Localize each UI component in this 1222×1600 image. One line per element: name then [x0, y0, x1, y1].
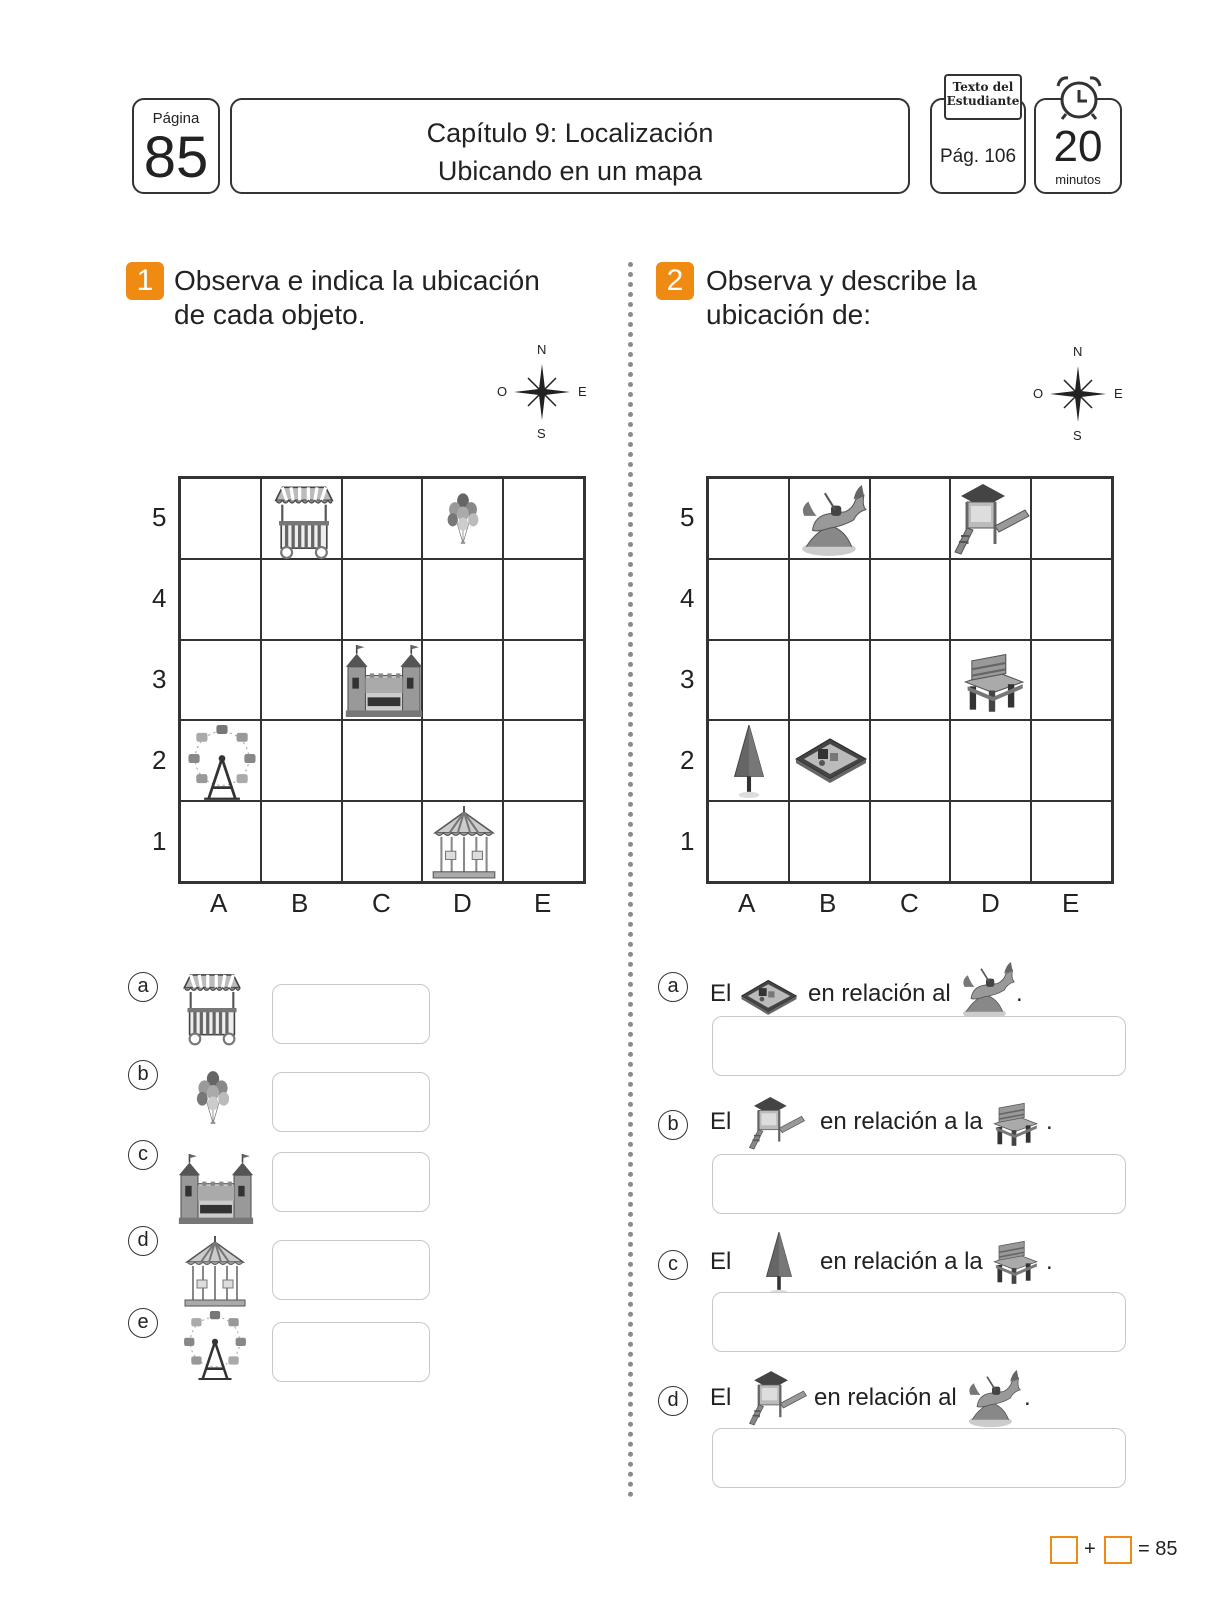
- answer-box-c[interactable]: [712, 1292, 1126, 1352]
- grid-cell: [708, 478, 789, 559]
- grid-cell: [422, 478, 503, 559]
- grid-cell: [503, 640, 584, 721]
- sandbox-icon: [792, 731, 870, 787]
- slide-icon: [748, 1368, 808, 1428]
- market-stall-icon: [270, 483, 338, 559]
- ferris-wheel-icon: [182, 1310, 248, 1382]
- sentence-relation: en relación a la: [820, 1108, 983, 1135]
- exercise-2-number: 2: [656, 262, 694, 300]
- grid-cell: [422, 640, 503, 721]
- column-label: B: [819, 888, 837, 918]
- grid-cell: [789, 478, 870, 559]
- compass-south: S: [1073, 428, 1082, 443]
- grid-cell: [342, 640, 423, 721]
- sentence-dot: .: [1024, 1384, 1031, 1411]
- chapter-title-box: [230, 98, 910, 194]
- row-label: 5: [152, 502, 167, 532]
- answer-box-d[interactable]: [712, 1428, 1126, 1488]
- grid-cell: [180, 801, 261, 882]
- bouncy-castle-icon: [178, 1154, 254, 1224]
- answer-box-e[interactable]: [272, 1322, 430, 1382]
- compass-north: N: [537, 342, 547, 357]
- grid-cell: [422, 720, 503, 801]
- bench-icon: [988, 1234, 1040, 1288]
- sentence-dot: .: [1016, 980, 1023, 1007]
- exercise-2-instruction: [706, 264, 977, 332]
- grid-cell: [342, 559, 423, 640]
- option-letter-c: c: [658, 1250, 688, 1280]
- grid-cell: [950, 640, 1031, 721]
- compass-west: O: [1033, 386, 1044, 401]
- grid-cell: [261, 478, 342, 559]
- grid-cell: [180, 559, 261, 640]
- alarm-clock-icon: [1054, 74, 1104, 120]
- exercise-2-line2: ubicación de:: [706, 299, 872, 330]
- footer-equals: = 85: [1138, 1538, 1178, 1560]
- exercise-1-number: 1: [126, 262, 164, 300]
- grid-cell: [261, 720, 342, 801]
- grid-cell: [1031, 559, 1112, 640]
- tree-icon: [764, 1232, 794, 1296]
- grid-cell: [180, 640, 261, 721]
- row-label: 5: [680, 502, 695, 532]
- market-stall-icon: [180, 970, 244, 1046]
- minutes-value: 20: [1053, 122, 1103, 171]
- bench-icon: [988, 1096, 1040, 1150]
- grid-cell: [261, 640, 342, 721]
- grid-cell: [708, 559, 789, 640]
- grid-cell: [503, 801, 584, 882]
- rocking-horse-icon: [956, 962, 1016, 1020]
- answer-box-d[interactable]: [272, 1240, 430, 1300]
- option-letter-d: d: [128, 1226, 158, 1256]
- grid-cell: [342, 478, 423, 559]
- grid-cell: [950, 559, 1031, 640]
- column-label: C: [372, 888, 391, 918]
- textbook-line1: Texto del: [952, 80, 1014, 94]
- grid-cell: [503, 478, 584, 559]
- exercise-1-line1: Observa e indica la ubicación: [174, 265, 540, 296]
- slide-icon: [953, 481, 1031, 557]
- option-letter-b: b: [128, 1060, 158, 1090]
- sentence-el: El: [710, 1384, 732, 1411]
- grid-cell: [261, 801, 342, 882]
- grid-cell: [789, 640, 870, 721]
- row-label: 1: [152, 826, 167, 856]
- grid-cell: [870, 801, 951, 882]
- grid-cell: [708, 640, 789, 721]
- grid-cell: [503, 559, 584, 640]
- rocking-horse-icon: [792, 485, 870, 557]
- column-label: A: [210, 888, 228, 918]
- grid-cell: [870, 720, 951, 801]
- compass-north: N: [1073, 344, 1083, 359]
- tree-icon: [731, 725, 767, 799]
- grid-cell: [950, 478, 1031, 559]
- option-letter-b: b: [658, 1110, 688, 1140]
- compass-east: E: [1114, 386, 1123, 401]
- grid-cell: [1031, 478, 1112, 559]
- page-number: 85: [143, 125, 209, 190]
- minutes-label: minutos: [1055, 172, 1101, 187]
- row-label: 4: [680, 583, 695, 613]
- answer-box-a[interactable]: [272, 984, 430, 1044]
- grid-cell: [950, 720, 1031, 801]
- grid-cell: [789, 801, 870, 882]
- option-letter-a: a: [128, 972, 158, 1002]
- grid-cell: [503, 720, 584, 801]
- rocking-horse-icon: [962, 1370, 1022, 1428]
- answer-box-b[interactable]: [712, 1154, 1126, 1214]
- compass-east: E: [578, 384, 587, 399]
- row-label: 3: [152, 664, 167, 694]
- sentence-dot: .: [1046, 1108, 1053, 1135]
- compass-rose-icon: [1048, 364, 1108, 424]
- compass-south: S: [537, 426, 546, 441]
- ferris-wheel-icon: [185, 725, 259, 801]
- textbook-page: Pág. 106: [939, 146, 1017, 167]
- grid-cell: [870, 559, 951, 640]
- exercise-1-line2: de cada objeto.: [174, 299, 366, 330]
- answer-box-c[interactable]: [272, 1152, 430, 1212]
- bench-icon: [957, 645, 1027, 717]
- grid-cell: [1031, 720, 1112, 801]
- grid-cell: [1031, 640, 1112, 721]
- footer-plus: +: [1084, 1538, 1096, 1560]
- sentence-dot: .: [1046, 1248, 1053, 1275]
- column-divider: [628, 262, 633, 1498]
- compass-rose-icon: [512, 362, 572, 422]
- option-letter-a: a: [658, 972, 688, 1002]
- grid-cell: [180, 720, 261, 801]
- option-letter-d: d: [658, 1386, 688, 1416]
- answer-box-b[interactable]: [272, 1072, 430, 1132]
- row-label: 2: [152, 745, 167, 775]
- option-letter-e: e: [128, 1308, 158, 1338]
- option-letter-c: c: [128, 1140, 158, 1170]
- grid-cell: [342, 720, 423, 801]
- column-label: C: [900, 888, 919, 918]
- chapter-title: Capítulo 9: Localización: [426, 118, 714, 148]
- compass-west: O: [497, 384, 508, 399]
- sentence-el: El: [710, 1248, 732, 1275]
- row-label: 4: [152, 583, 167, 613]
- sandbox-icon: [738, 974, 800, 1018]
- grid-cell: [422, 801, 503, 882]
- sentence-relation: en relación a la: [820, 1248, 983, 1275]
- row-label: 3: [680, 664, 695, 694]
- grid-cell: [789, 559, 870, 640]
- sentence-relation: en relación al: [814, 1384, 957, 1411]
- grid-cell: [180, 478, 261, 559]
- sentence-el: El: [710, 1108, 732, 1135]
- map-grid-2: [706, 476, 1114, 884]
- carousel-icon: [182, 1234, 248, 1308]
- grid-cell: [708, 801, 789, 882]
- balloons-icon: [441, 481, 485, 557]
- footer-box-1[interactable]: [1050, 1536, 1078, 1564]
- exercise-2-line1: Observa y describe la: [706, 265, 977, 296]
- grid-cell: [950, 801, 1031, 882]
- row-label: 2: [680, 745, 695, 775]
- column-label: D: [981, 888, 1000, 918]
- grid-cell: [422, 559, 503, 640]
- grid-cell: [870, 478, 951, 559]
- grid-cell: [261, 559, 342, 640]
- page-title: [232, 114, 908, 190]
- map-grid-1: [178, 476, 586, 884]
- page-label: Página: [152, 110, 200, 127]
- sentence-relation: en relación al: [808, 980, 951, 1007]
- grid-cell: [708, 720, 789, 801]
- answer-box-a[interactable]: [712, 1016, 1126, 1076]
- exercise-1-instruction: [174, 264, 540, 332]
- slide-icon: [748, 1094, 806, 1152]
- grid-cell: [1031, 801, 1112, 882]
- bouncy-castle-icon: [345, 645, 423, 717]
- chapter-subtitle: Ubicando en un mapa: [437, 156, 703, 186]
- balloons-icon: [190, 1060, 236, 1136]
- sentence-el: El: [710, 980, 732, 1007]
- grid-cell: [789, 720, 870, 801]
- carousel-icon: [429, 804, 499, 880]
- column-label: D: [453, 888, 472, 918]
- footer-box-2[interactable]: [1104, 1536, 1132, 1564]
- page-number-box: [132, 98, 220, 194]
- grid-cell: [342, 801, 423, 882]
- textbook-line2: Estudiante: [946, 94, 1020, 108]
- column-label: E: [534, 888, 552, 918]
- grid-cell: [870, 640, 951, 721]
- column-label: E: [1062, 888, 1080, 918]
- column-label: A: [738, 888, 756, 918]
- textbook-book-icon: [944, 74, 1022, 120]
- column-label: B: [291, 888, 309, 918]
- row-label: 1: [680, 826, 695, 856]
